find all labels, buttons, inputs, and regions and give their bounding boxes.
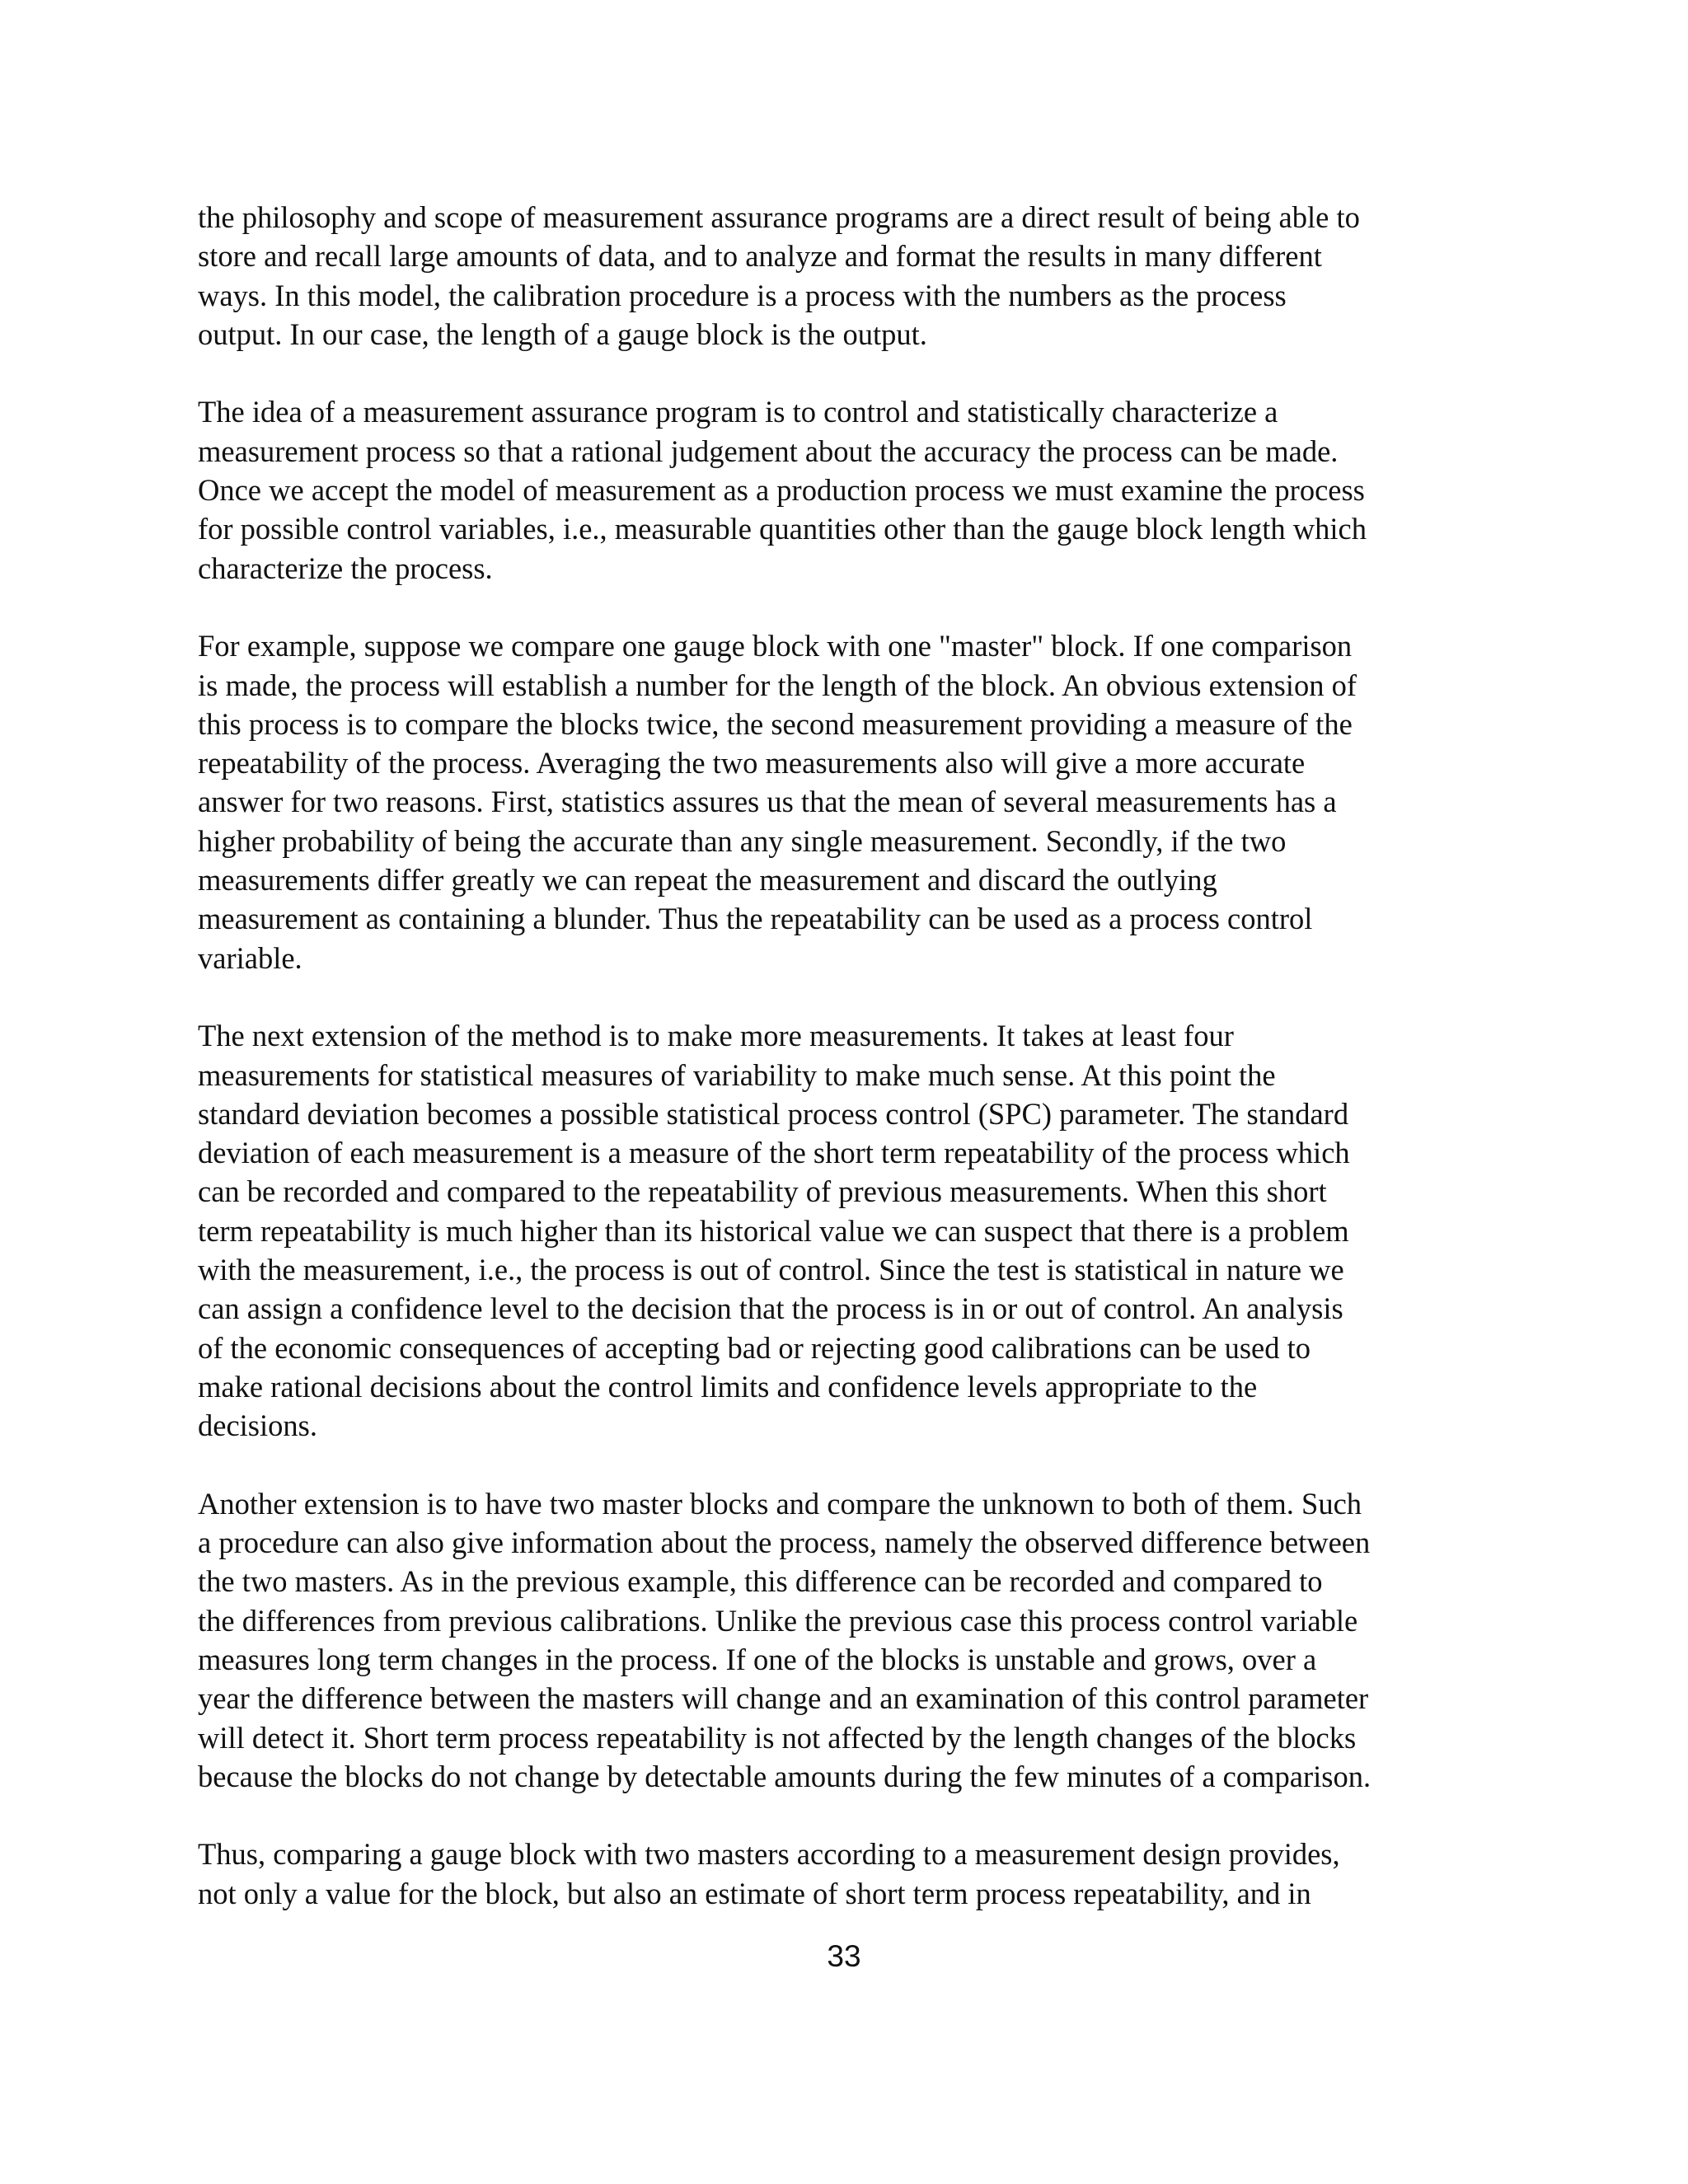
text-line: not only a value for the block, but also an estimate of short term process repeatability, and in: [198, 1876, 1311, 1910]
text-line: make rational decisions about the control limits and confidence levels appropriate to the: [198, 1369, 1258, 1404]
text-line: with the measurement, i.e., the process is out of control. Since the test is statistical in nature we: [198, 1253, 1344, 1287]
text-line: a procedure can also give information about the process, namely the observed difference between: [198, 1526, 1371, 1560]
text-line: deviation of each measurement is a measure of the short term repeatability of the process which: [198, 1136, 1350, 1170]
text-line: store and recall large amounts of data, and to analyze and format the results in many different: [198, 239, 1322, 274]
body-paragraph: [198, 1016, 1496, 1445]
text-line: Thus, comparing a gauge block with two masters according to a measurement design provides,: [198, 1837, 1340, 1872]
page-number: 33: [827, 1939, 861, 1973]
document-page: [198, 198, 1496, 1913]
body-paragraph: [198, 198, 1496, 354]
text-line: measures long term changes in the process. If one of the blocks is unstable and grows, over a: [198, 1642, 1317, 1676]
text-line: measurement process so that a rational judgement about the accuracy the process can be made.: [198, 434, 1339, 468]
text-line: measurements differ greatly we can repeat the measurement and discard the outlying: [198, 863, 1217, 898]
text-line: the two masters. As in the previous example, this difference can be recorded and compared to: [198, 1564, 1323, 1599]
text-line: will detect it. Short term process repeatability is not affected by the length changes of the blocks: [198, 1720, 1357, 1755]
body-paragraph: [198, 1484, 1496, 1796]
text-line: For example, suppose we compare one gauge block with one "master" block. If one comparison: [198, 629, 1353, 663]
text-line: this process is to compare the blocks twice, the second measurement providing a measure of the: [198, 706, 1353, 741]
text-line: because the blocks do not change by detectable amounts during the few minutes of a comparison.: [198, 1759, 1372, 1793]
text-line: repeatability of the process. Averaging the two measurements also will give a more accurate: [198, 746, 1306, 780]
text-line: year the difference between the masters will change and an examination of this control parameter: [198, 1681, 1369, 1716]
text-line: ways. In this model, the calibration procedure is a process with the numbers as the process: [198, 278, 1287, 312]
text-line: measurement as containing a blunder. Thus the repeatability can be used as a process control: [198, 902, 1313, 936]
body-paragraph: [198, 626, 1496, 977]
text-line: answer for two reasons. First, statistics assures us that the mean of several measurements has a: [198, 785, 1337, 819]
text-line: the philosophy and scope of measurement assurance programs are a direct result of being able to: [198, 200, 1360, 234]
text-line: The idea of a measurement assurance program is to control and statistically characterize a: [198, 395, 1278, 429]
body-paragraph: [198, 1835, 1496, 1913]
text-line: output. In our case, the length of a gauge block is the output.: [198, 316, 927, 351]
text-line: higher probability of being the accurate than any single measurement. Secondly, if the two: [198, 823, 1287, 858]
text-line: variable.: [198, 940, 302, 975]
text-line: term repeatability is much higher than its historical value we can suspect that there is a problem: [198, 1213, 1349, 1248]
text-line: characterize the process.: [198, 551, 493, 585]
text-line: can be recorded and compared to the repeatability of previous measurements. When this short: [198, 1174, 1327, 1209]
text-line: for possible control variables, i.e., measurable quantities other than the gauge block length which: [198, 512, 1367, 546]
text-line: of the economic consequences of accepting bad or rejecting good calibrations can be used to: [198, 1330, 1311, 1365]
text-line: the differences from previous calibrations. Unlike the previous case this process control variable: [198, 1603, 1358, 1638]
text-line: The next extension of the method is to make more measurements. It takes at least four: [198, 1019, 1234, 1053]
text-line: is made, the process will establish a number for the length of the block. An obvious extension of: [198, 668, 1357, 702]
text-line: standard deviation becomes a possible statistical process control (SPC) parameter. The standard: [198, 1096, 1349, 1131]
text-line: decisions.: [198, 1408, 317, 1443]
text-line: Once we accept the model of measurement as a production process we must examine the process: [198, 473, 1365, 508]
body-paragraph: [198, 392, 1496, 587]
text-line: Another extension is to have two master blocks and compare the unknown to both of them. Such: [198, 1486, 1362, 1521]
text-line: measurements for statistical measures of variability to make much sense. At this point the: [198, 1057, 1276, 1092]
text-line: can assign a confidence level to the decision that the process is in or out of control. An analysis: [198, 1291, 1343, 1326]
